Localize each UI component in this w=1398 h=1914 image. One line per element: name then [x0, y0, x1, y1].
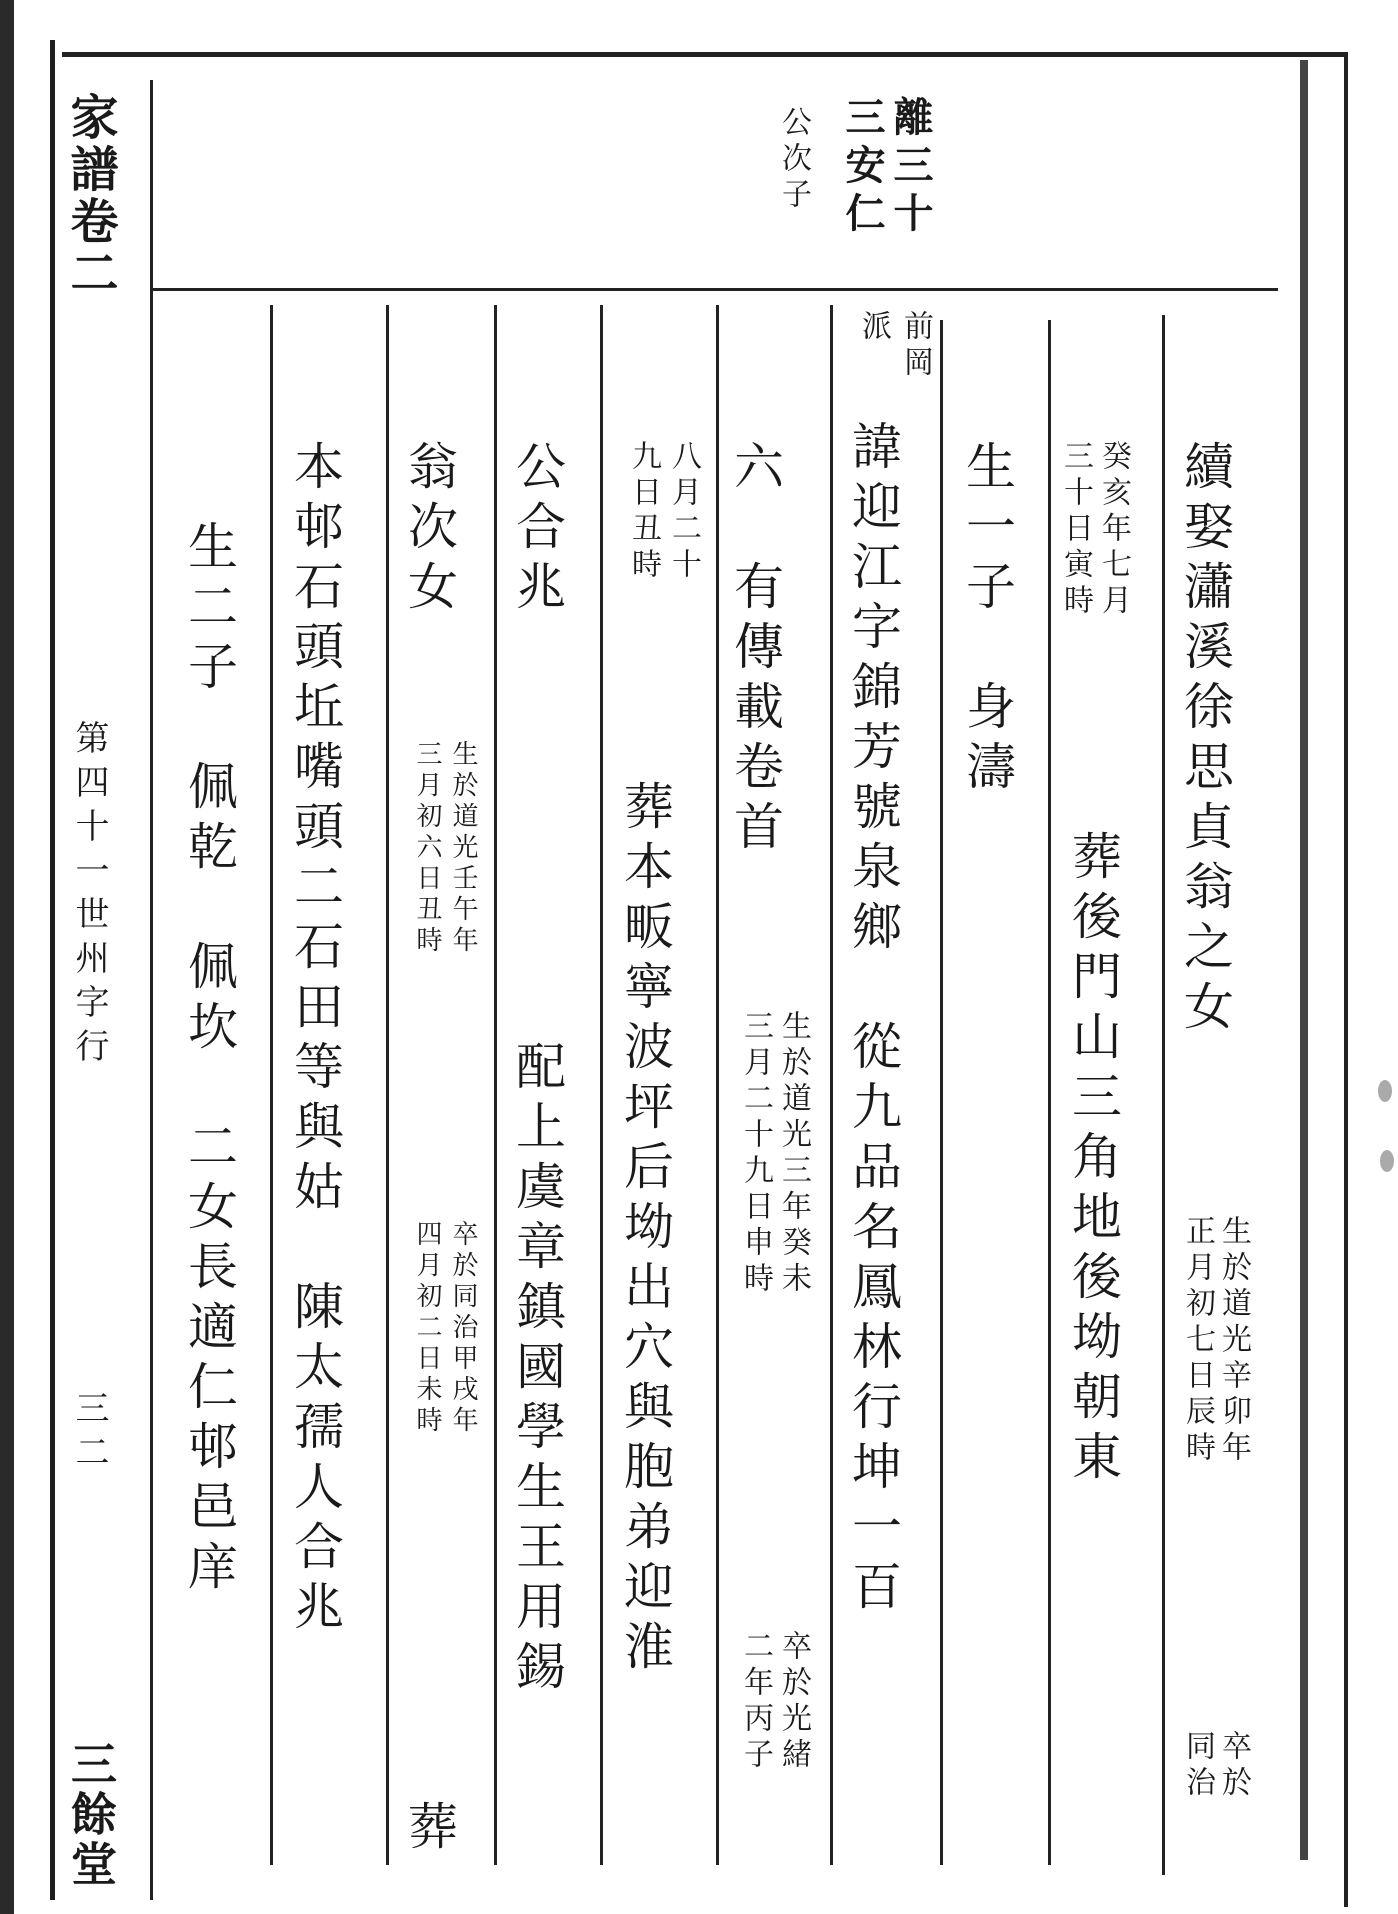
header-box — [150, 80, 1278, 291]
birth-note: 三月二十九日申時 — [738, 1010, 773, 1298]
death-date-note: 八月二十 — [666, 440, 701, 584]
column-rule — [270, 305, 273, 1865]
spouse-daughter-entry: 翁次女 — [400, 440, 458, 620]
column-rule — [494, 305, 497, 1865]
spine-hall-name: 三餘堂 — [64, 1740, 118, 1890]
binding-hole — [1378, 1080, 1392, 1102]
column-rule — [1162, 315, 1165, 1875]
binding-hole — [1380, 1150, 1394, 1172]
burial-entry: 葬本畈寧波坪后坳出穴與胞弟迎淮 — [616, 780, 674, 1680]
column-rule — [716, 305, 719, 1865]
spine-generation: 第四十一世州字行 — [69, 720, 109, 1072]
header-col-1: 離三十 — [887, 96, 934, 240]
header-col-3: 公次子 — [776, 106, 811, 214]
header-col-2: 三安仁 — [839, 96, 886, 240]
branch-label: 前岡 — [898, 310, 933, 382]
children-entry: 生二子 佩乾 佩坎 二女長適仁邨邑庠 — [180, 520, 238, 1600]
scan-edge — [0, 0, 14, 1914]
page-border-left — [50, 40, 55, 1900]
column-rule — [600, 305, 603, 1865]
death-note: 卒於光緒 — [776, 1630, 811, 1774]
death-date-note: 三十日寅時 — [1058, 440, 1093, 620]
burial-entry: 葬後門山三角地後坳朝東 — [1064, 830, 1122, 1490]
column-rule — [386, 305, 389, 1865]
death-note: 二年丙子 — [738, 1630, 773, 1774]
death-note: 卒於同治甲戌年 — [448, 1220, 478, 1437]
birth-note: 生於道光三年癸未 — [776, 1010, 811, 1298]
column-rule — [940, 320, 943, 1865]
birth-note: 三月初六日丑時 — [412, 740, 442, 957]
death-date-note: 九日丑時 — [626, 440, 661, 584]
biography-entry: 六 有傳載卷首 — [726, 440, 784, 860]
spine-rule — [150, 80, 153, 1900]
burial-place-entry: 本邨石頭坵嘴頭二石田等與姑 陳太孺人合兆 — [286, 440, 344, 1640]
page-border-right — [1300, 60, 1308, 1860]
death-note: 四月初二日未時 — [412, 1220, 442, 1437]
column-rule — [830, 305, 833, 1865]
branch-label: 派 — [856, 310, 891, 346]
birth-note: 正月初七日辰時 — [1180, 1215, 1215, 1467]
death-note: 同治 — [1180, 1730, 1215, 1802]
burial-start: 葬 — [400, 1800, 458, 1860]
column-rule — [1048, 320, 1051, 1865]
birth-note: 生於道光壬午年 — [448, 740, 478, 957]
death-date-note: 癸亥年七月 — [1096, 440, 1131, 620]
burial-continuation: 公合兆 — [508, 440, 566, 620]
spouse-entry: 配上虞章鎮國學生王用錫 — [508, 1040, 566, 1700]
spine-title: 家譜卷二 — [62, 92, 118, 300]
page-frame — [62, 52, 1348, 1907]
spine-page-number: 三二 — [69, 1390, 109, 1478]
entry-remarriage: 續娶瀟溪徐思貞翁之女 — [1176, 440, 1234, 1040]
person-name-entry: 諱迎江字錦芳號泉鄉 從九品名鳳林行坤一百 — [844, 420, 902, 1620]
death-note: 卒於 — [1216, 1730, 1251, 1802]
children-entry: 生一子 身濤 — [958, 440, 1016, 800]
birth-note: 生於道光辛卯年 — [1216, 1215, 1251, 1467]
